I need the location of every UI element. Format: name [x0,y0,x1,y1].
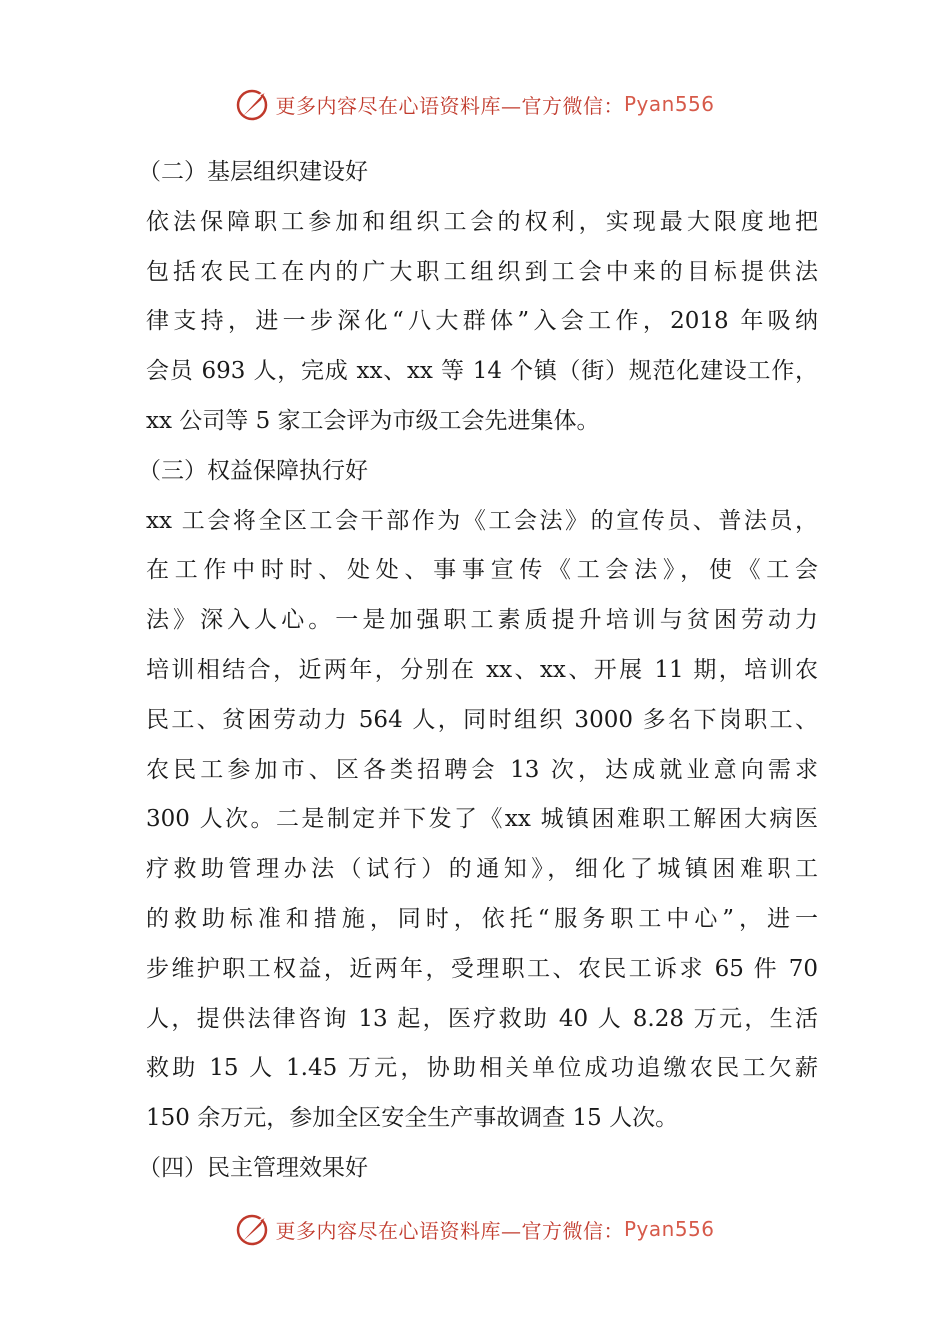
watermark-wechat-id: Pyan556 [623,92,715,116]
paragraph-line: 会员 693 人，完成 xx、xx 等 14 个镇（街）规范化建设工作， [146,358,818,385]
watermark-wechat-id: Pyan556 [623,1217,715,1241]
paragraph-line: 疗救助管理办法（试行）的通知》，细化了城镇困难职工 [146,856,818,883]
paragraph-line: 农民工参加市、区各类招聘会 13 次，达成就业意向需求 [146,756,818,783]
paragraph-line: 法》深入人心。一是加强职工素质提升培训与贫困劳动力 [146,607,818,634]
watermark-footer [0,1209,950,1249]
quill-logo-icon [235,1211,271,1247]
paragraph-line: 律支持，进一步深化“八大群体”入会工作，2018 年吸纳 [146,308,818,335]
paragraph-line: 依法保障职工参加和组织工会的权利，实现最大限度地把 [146,208,818,235]
paragraph-line: 包括农民工在内的广大职工组织到工会中来的目标提供法 [146,258,818,285]
section-heading: （三）权益保障执行好 [138,457,368,484]
paragraph-line: xx 工会将全区工会干部作为《工会法》的宣传员、普法员， [146,507,818,534]
section-heading: （二）基层组织建设好 [138,159,368,185]
paragraph-line: 在工作中时时、处处、事事宣传《工会法》，使《工会 [146,557,818,584]
watermark-text: 更多内容尽在心语资料库—官方微信： [275,1218,624,1243]
paragraph-line: 民工、贫困劳动力 564 人，同时组织 3000 多名下岗职工、 [146,706,818,733]
watermark-header [0,84,950,124]
paragraph-line: 救助 15 人 1.45 万元，协助相关单位成功追缴农民工欠薪 [146,1055,818,1082]
quill-logo-icon [235,86,271,122]
paragraph-line: 人，提供法律咨询 13 起，医疗救助 40 人 8.28 万元，生活 [146,1005,818,1032]
paragraph-line: 培训相结合，近两年，分别在 xx、xx、开展 11 期，培训农 [146,656,818,683]
document-body [138,148,818,1194]
paragraph-line: 的救助标准和措施，同时，依托“服务职工中心”，进一 [146,905,818,932]
paragraph-line: xx 公司等 5 家工会评为市级工会先进集体。 [146,407,600,434]
paragraph-line: 300 人次。二是制定并下发了《xx 城镇困难职工解困大病医 [146,806,818,833]
paragraph-line: 步维护职工权益，近两年，受理职工、农民工诉求 65 件 70 [146,955,818,982]
watermark-text: 更多内容尽在心语资料库—官方微信： [275,93,624,118]
paragraph-line: 150 余万元，参加全区安全生产事故调查 15 人次。 [146,1105,679,1132]
section-heading: （四）民主管理效果好 [138,1154,368,1181]
